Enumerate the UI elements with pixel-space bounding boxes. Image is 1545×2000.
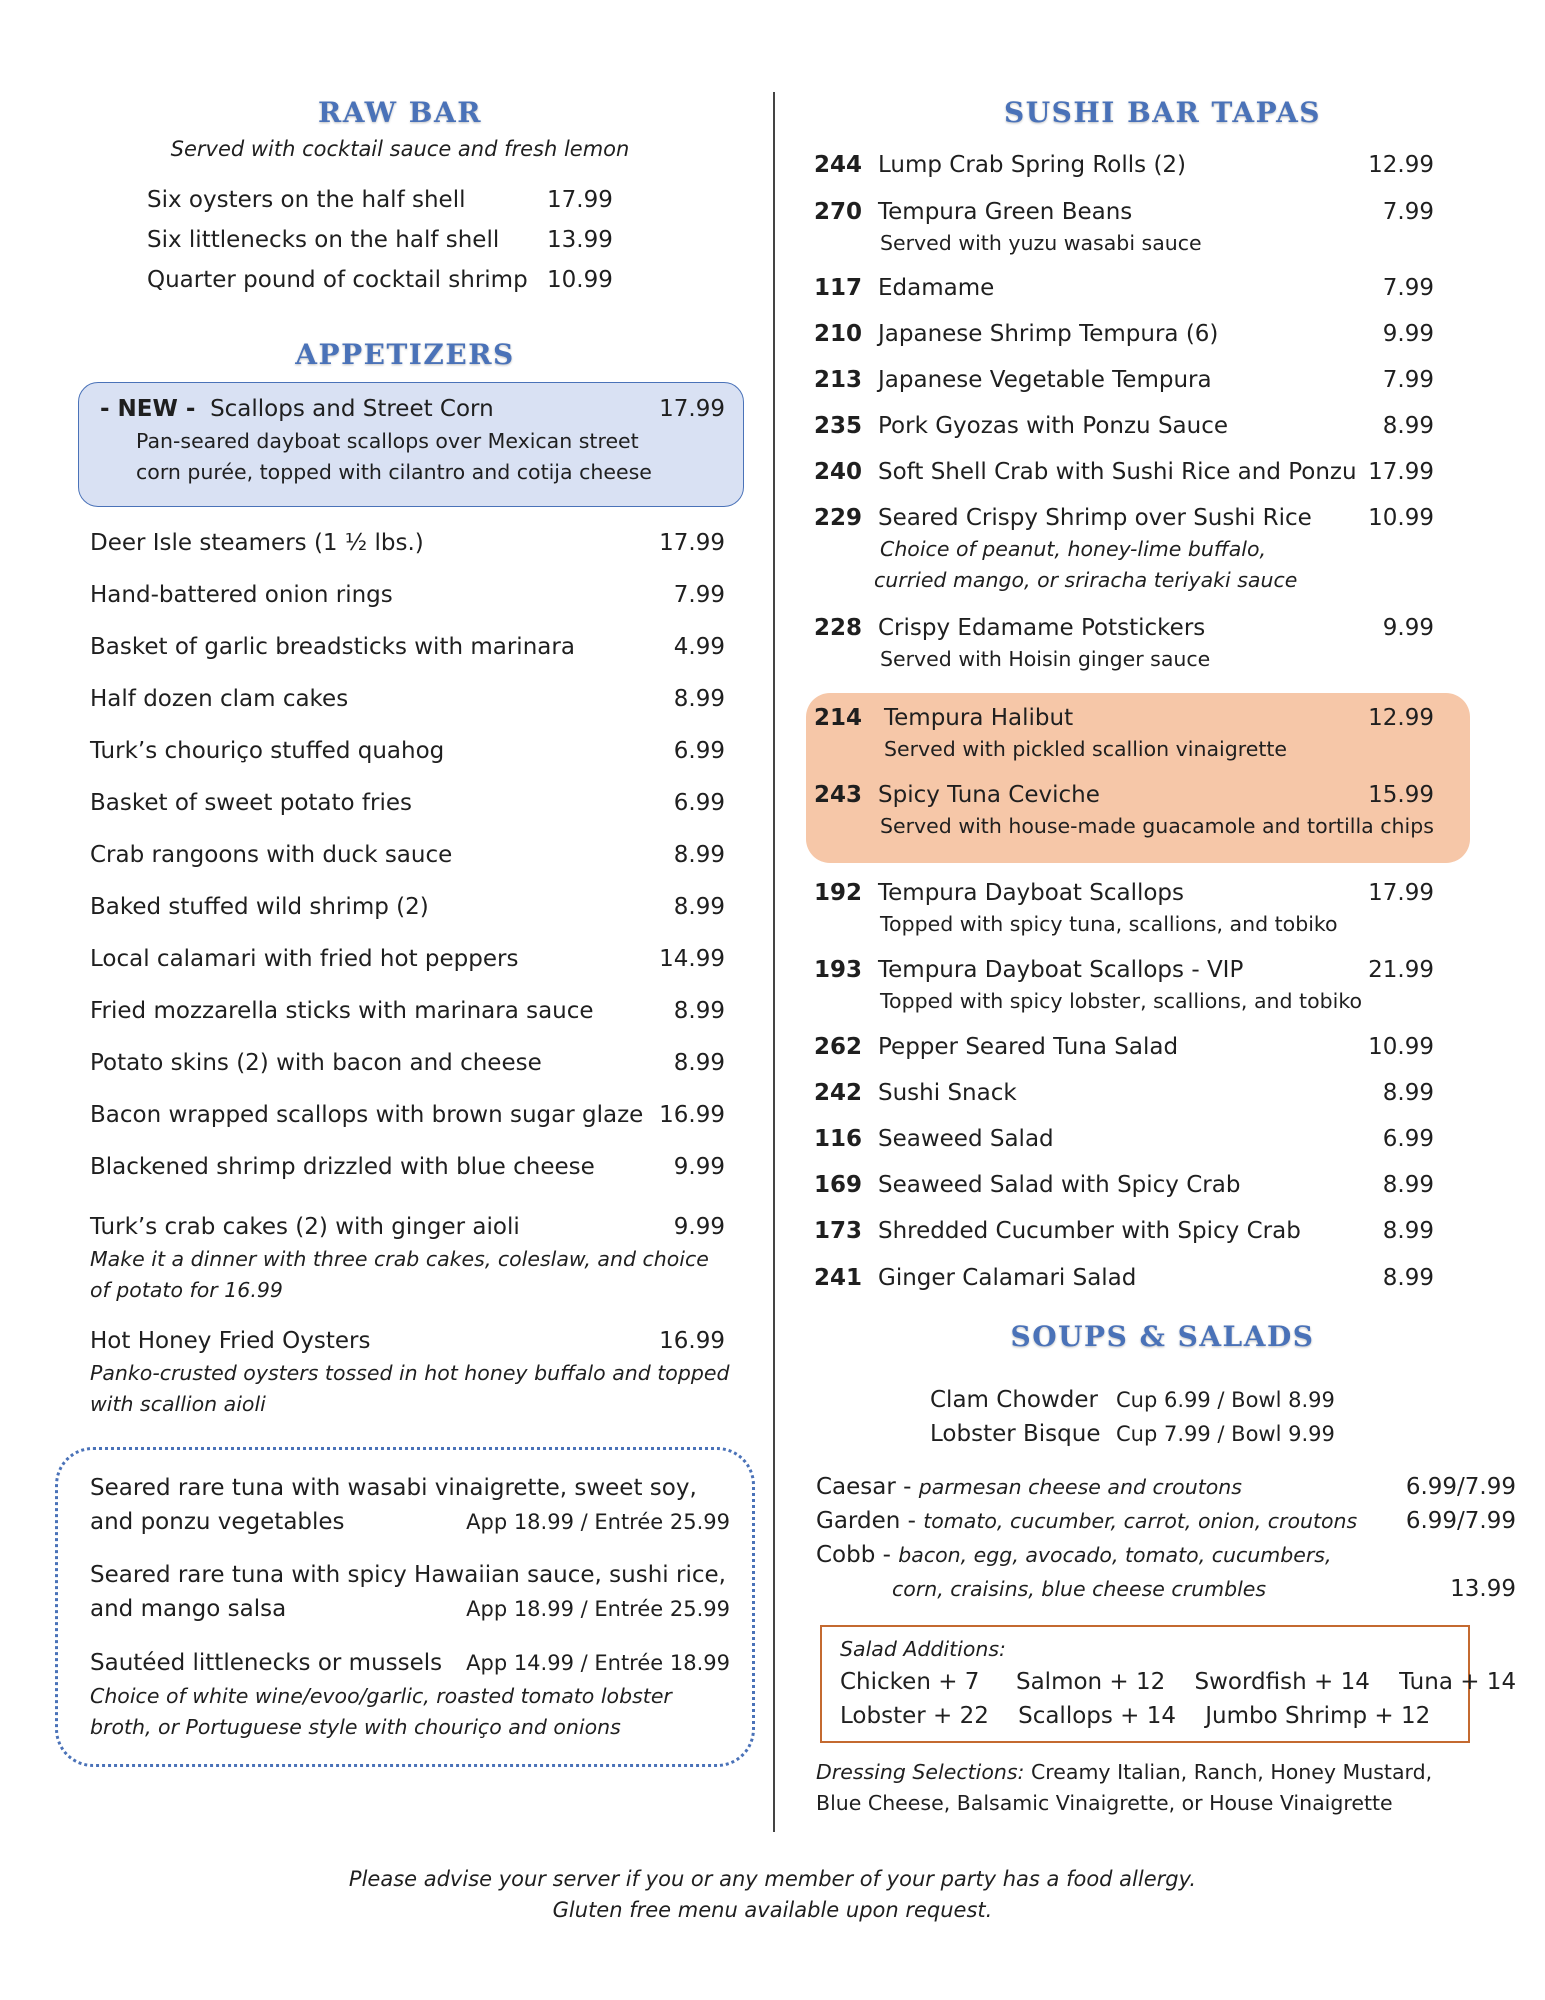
salad-additions-title: Salad Additions:	[840, 1637, 1006, 1661]
sushi-item-desc: Served with yuzu wasabi sauce	[880, 231, 1202, 255]
sushi-item-number: 244	[814, 152, 863, 178]
allergy-notice: Please advise your server if you or any member of your party has a food allergy.	[348, 1867, 1197, 1891]
sushi-item-number: 193	[814, 957, 863, 983]
sushi-item-number: 229	[814, 505, 863, 531]
crab-cakes-note: of potato for 16.99	[90, 1278, 283, 1302]
oysters-note: with scallion aioli	[90, 1392, 266, 1416]
sushi-item-number: 117	[814, 275, 863, 301]
sushi-item-number: 262	[814, 1034, 863, 1060]
sushi-item-number: 243	[814, 782, 863, 808]
raw-bar-title: RAW BAR	[318, 96, 482, 129]
featured-desc: corn purée, topped with cilantro and cotija cheese	[136, 460, 652, 484]
sushi-item-number: 242	[814, 1080, 863, 1106]
sushi-item-number: 270	[814, 199, 863, 225]
boxed-note: broth, or Portuguese style with chouriço and onions	[90, 1715, 621, 1739]
sushi-item-desc: Topped with spicy tuna, scallions, and tobiko	[880, 912, 1338, 936]
sushi-item-desc: Served with pickled scallion vinaigrette	[884, 737, 1288, 761]
new-tag: - NEW -	[100, 396, 196, 422]
boxed-note: Choice of white wine/evoo/garlic, roasted tomato lobster	[90, 1684, 672, 1708]
sushi-item-number: 228	[814, 615, 863, 641]
sushi-item-number: 210	[814, 321, 863, 347]
sushi-item-number: 173	[814, 1218, 863, 1244]
oysters-note: Panko-crusted oysters tossed in hot honey buffalo and topped	[90, 1361, 730, 1385]
sushi-title: SUSHI BAR TAPAS	[1003, 96, 1322, 129]
appetizers-title: APPETIZERS	[295, 338, 515, 371]
sushi-item-desc: curried mango, or sriracha teriyaki sauce	[874, 568, 1298, 592]
sushi-item-number: 240	[814, 459, 863, 485]
sushi-item-number: 116	[814, 1126, 863, 1152]
raw-bar-subtitle: Served with cocktail sauce and fresh lemon	[170, 137, 630, 161]
sushi-item-desc: Served with Hoisin ginger sauce	[880, 647, 1211, 671]
sushi-item-desc: Topped with spicy lobster, scallions, and tobiko	[880, 989, 1363, 1013]
crab-cakes-note: Make it a dinner with three crab cakes, coleslaw, and choice	[90, 1247, 709, 1271]
featured-desc: Pan-seared dayboat scallops over Mexican street	[136, 429, 639, 453]
sushi-item-number: 214	[814, 705, 863, 731]
dressing-selections: Dressing Selections: Creamy Italian, Ranch, Honey Mustard,	[816, 1760, 1433, 1784]
sushi-item-desc: Served with house-made guacamole and tortilla chips	[880, 814, 1434, 838]
gluten-free-notice: Gluten free menu available upon request.	[552, 1898, 993, 1922]
dressing-selections: Blue Cheese, Balsamic Vinaigrette, or House Vinaigrette	[816, 1791, 1393, 1815]
sushi-item-desc: Choice of peanut, honey-lime buffalo,	[880, 537, 1267, 561]
sushi-item-number: 241	[814, 1265, 863, 1291]
sushi-item-number: 169	[814, 1172, 863, 1198]
sushi-item-number: 192	[814, 880, 863, 906]
sushi-item-number: 235	[814, 413, 863, 439]
sushi-item-number: 213	[814, 367, 863, 393]
soups-title: SOUPS & SALADS	[1010, 1320, 1315, 1353]
